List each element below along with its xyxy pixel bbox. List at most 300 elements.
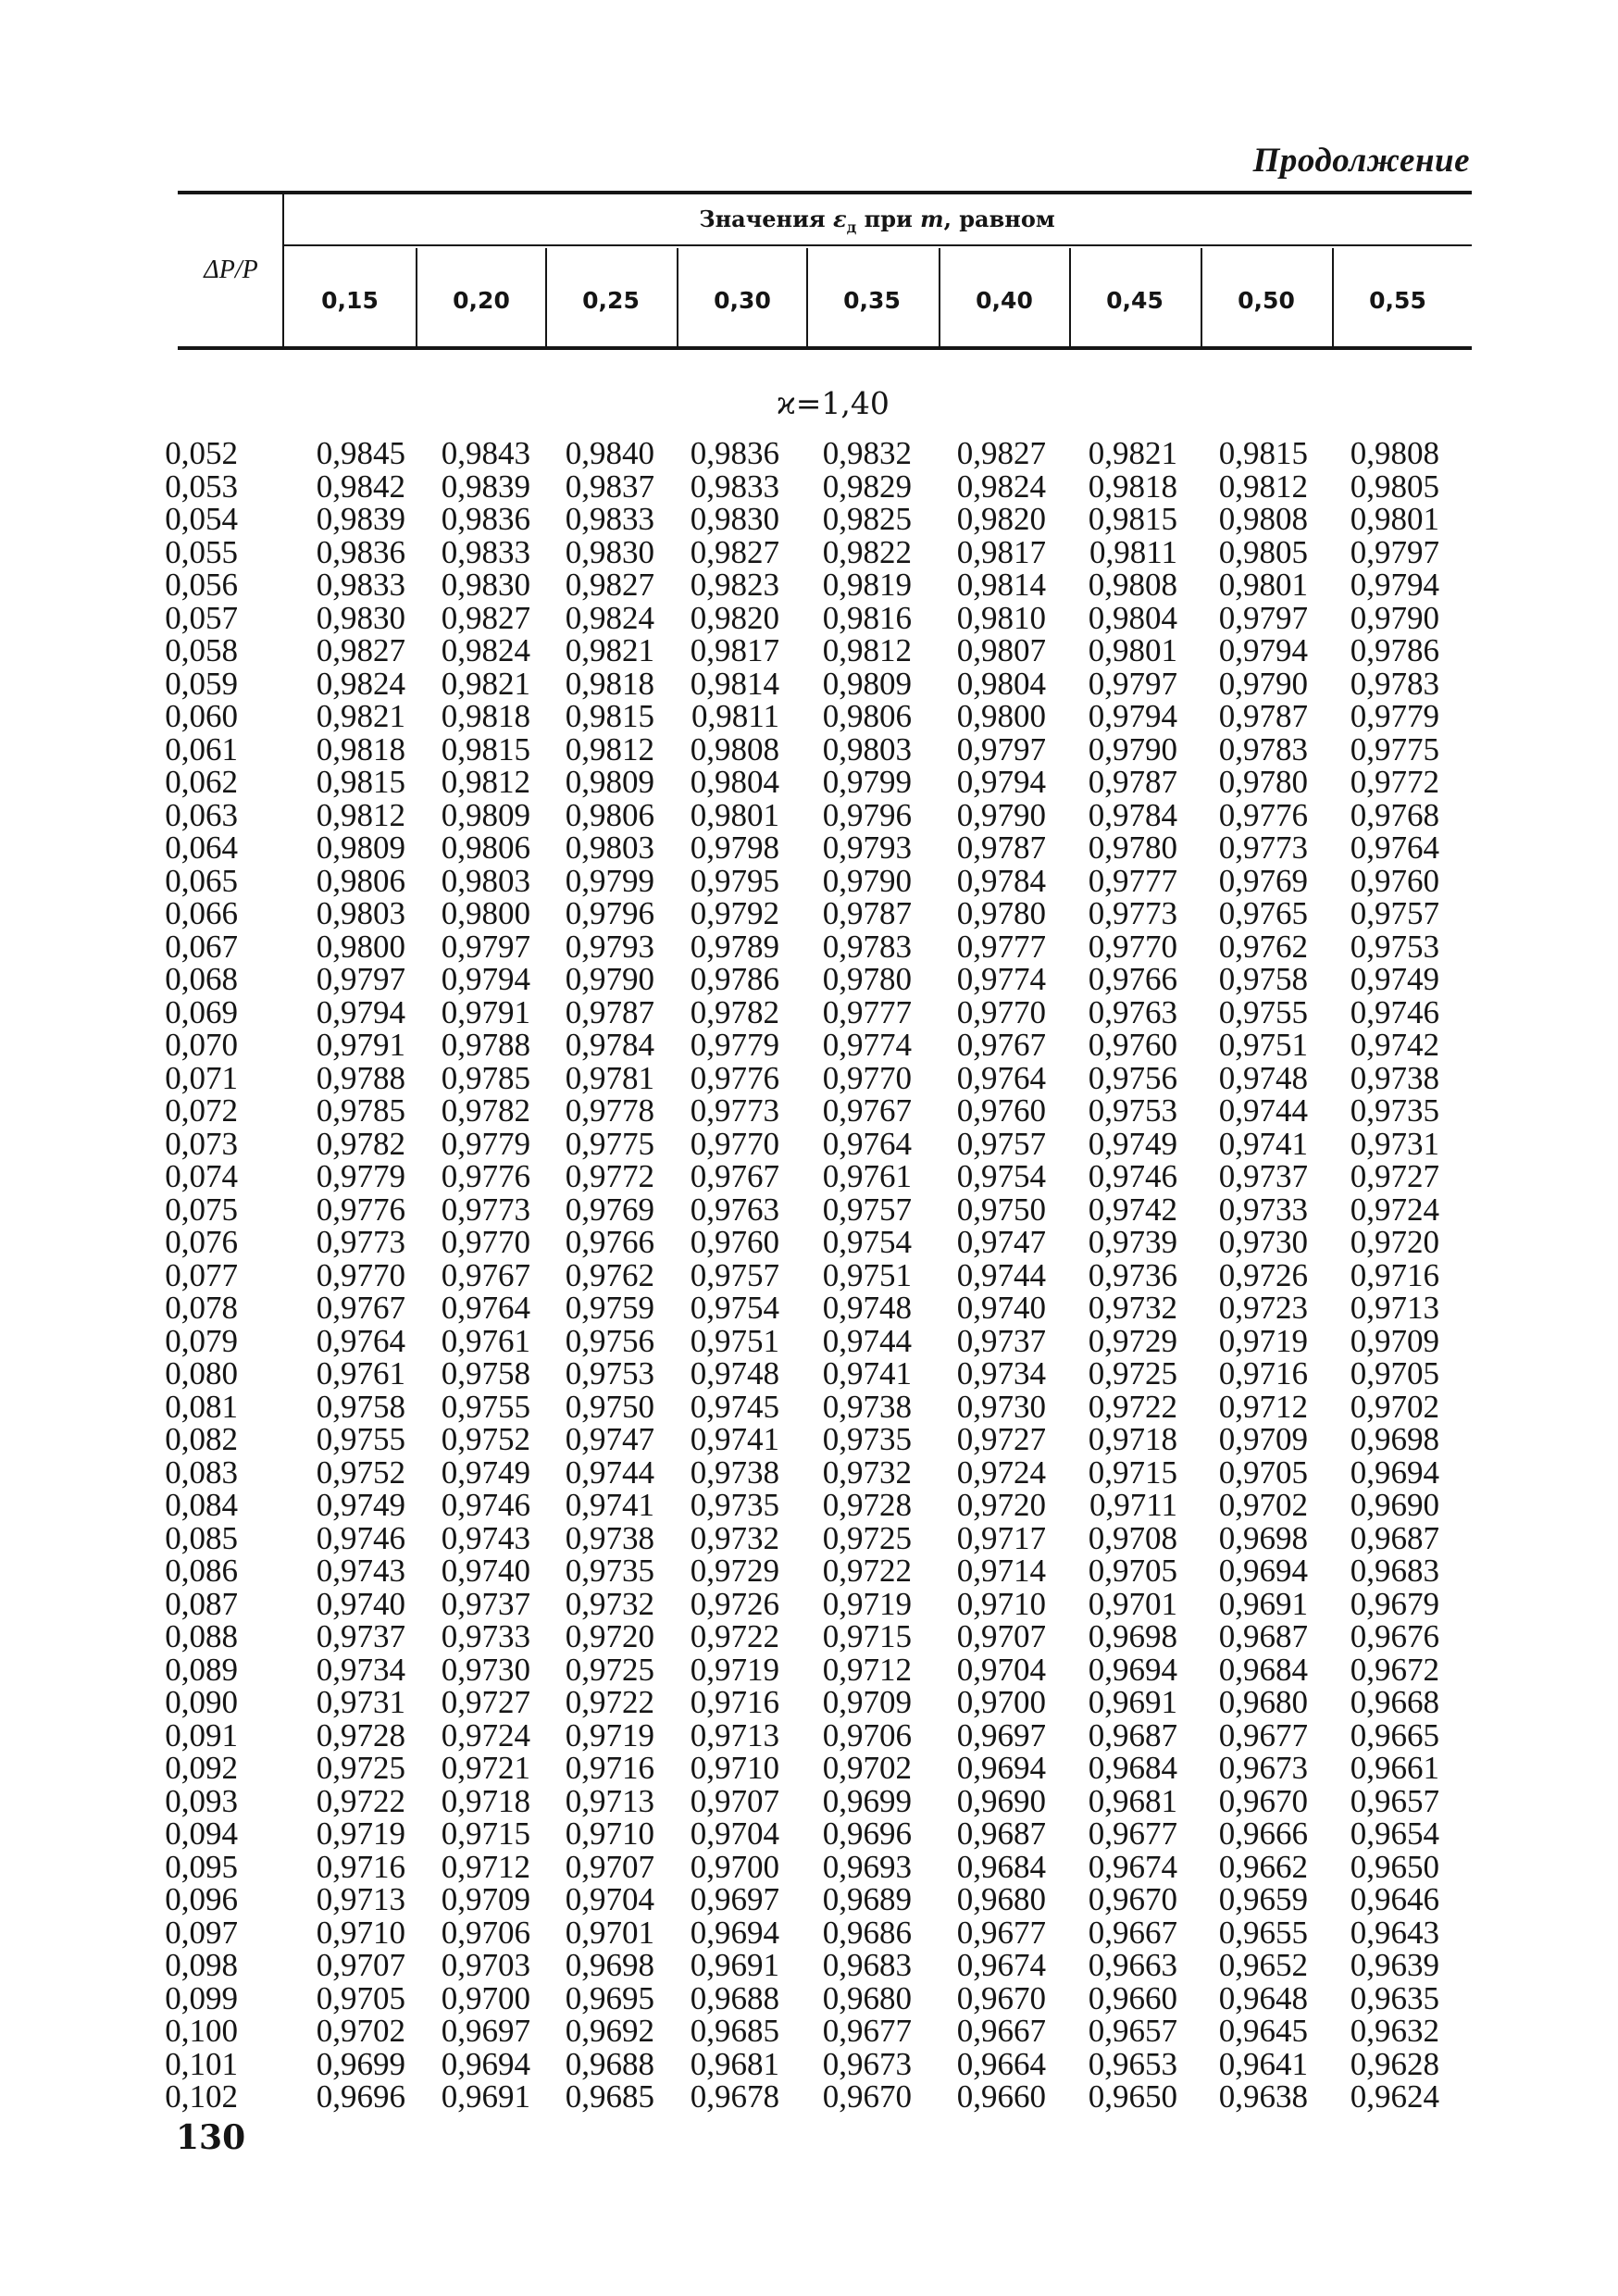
delta-p-value: 0,071 — [165, 1059, 238, 1096]
epsilon-value: 0,9757 — [822, 1191, 912, 1228]
group-title-middle: при — [864, 206, 913, 232]
delta-p-value: 0,083 — [165, 1454, 238, 1491]
epsilon-value: 0,9839 — [316, 501, 405, 537]
epsilon-value: 0,9713 — [690, 1716, 779, 1753]
epsilon-value: 0,9674 — [956, 1947, 1046, 1983]
epsilon-value: 0,9774 — [822, 1027, 912, 1063]
epsilon-value: 0,9794 — [1088, 698, 1177, 734]
epsilon-value: 0,9654 — [1350, 1816, 1439, 1852]
delta-p-value: 0,086 — [165, 1553, 238, 1589]
delta-p-value: 0,065 — [165, 862, 238, 899]
delta-p-value: 0,070 — [165, 1027, 238, 1063]
epsilon-value: 0,9749 — [441, 1454, 530, 1491]
epsilon-value: 0,9699 — [316, 2045, 405, 2082]
epsilon-value: 0,9793 — [565, 928, 654, 965]
table-row — [0, 1816, 1618, 1852]
epsilon-value: 0,9824 — [565, 599, 654, 636]
top-rule — [178, 191, 1472, 194]
epsilon-value: 0,9760 — [1088, 1027, 1177, 1063]
table-row — [0, 1980, 1618, 2014]
epsilon-value: 0,9824 — [956, 468, 1046, 505]
epsilon-value: 0,9800 — [316, 928, 405, 965]
epsilon-value: 0,9746 — [1088, 1158, 1177, 1194]
epsilon-value: 0,9683 — [1350, 1553, 1439, 1589]
table-row — [0, 2045, 1618, 2082]
epsilon-value: 0,9794 — [956, 764, 1046, 800]
epsilon-value: 0,9815 — [441, 730, 530, 767]
epsilon-value: 0,9797 — [1088, 665, 1177, 702]
epsilon-value: 0,9711 — [1089, 1487, 1177, 1523]
epsilon-value: 0,9646 — [1350, 1881, 1439, 1917]
epsilon-value: 0,9780 — [1088, 830, 1177, 866]
epsilon-value: 0,9670 — [1218, 1782, 1308, 1819]
epsilon-value: 0,9687 — [956, 1816, 1046, 1852]
epsilon-value: 0,9744 — [565, 1454, 654, 1491]
epsilon-value: 0,9719 — [316, 1816, 405, 1852]
epsilon-value: 0,9773 — [690, 1092, 779, 1129]
epsilon-value: 0,9780 — [822, 961, 912, 997]
epsilon-value: 0,9775 — [565, 1125, 654, 1162]
delta-p-value: 0,054 — [165, 501, 238, 537]
epsilon-value: 0,9731 — [316, 1684, 405, 1720]
epsilon-value: 0,9805 — [1218, 533, 1308, 570]
epsilon-value: 0,9710 — [316, 1914, 405, 1951]
table-row — [0, 731, 1618, 765]
epsilon-value: 0,9832 — [822, 435, 912, 471]
epsilon-value: 0,9785 — [441, 1059, 530, 1096]
epsilon-value: 0,9833 — [316, 567, 405, 603]
epsilon-value: 0,9827 — [316, 632, 405, 668]
epsilon-value: 0,9687 — [1350, 1519, 1439, 1556]
column-divider — [806, 248, 808, 348]
table-row — [0, 928, 1618, 965]
epsilon-value: 0,9744 — [1218, 1092, 1308, 1129]
epsilon-value: 0,9800 — [956, 698, 1046, 734]
group-title-prefix: Значения — [699, 206, 826, 232]
epsilon-value: 0,9665 — [1350, 1716, 1439, 1753]
epsilon-value: 0,9808 — [1088, 567, 1177, 603]
epsilon-value: 0,9818 — [1088, 468, 1177, 505]
epsilon-value: 0,9809 — [565, 764, 654, 800]
delta-p-value: 0,079 — [165, 1322, 238, 1359]
group-title-suffix: , равном — [943, 206, 1055, 232]
epsilon-value: 0,9704 — [956, 1651, 1046, 1688]
epsilon-value: 0,9822 — [822, 533, 912, 570]
delta-p-value: 0,082 — [165, 1421, 238, 1457]
epsilon-value: 0,9767 — [822, 1092, 912, 1129]
delta-p-value: 0,069 — [165, 993, 238, 1030]
epsilon-value: 0,9840 — [565, 435, 654, 471]
m-value-header: 0,20 — [453, 287, 510, 314]
epsilon-value: 0,9819 — [822, 567, 912, 603]
epsilon-value: 0,9624 — [1350, 2078, 1439, 2115]
epsilon-value: 0,9815 — [565, 698, 654, 734]
table-row — [0, 534, 1618, 568]
epsilon-value: 0,9737 — [441, 1585, 530, 1622]
epsilon-value: 0,9753 — [1088, 1092, 1177, 1129]
epsilon-value: 0,9643 — [1350, 1914, 1439, 1951]
epsilon-value: 0,9764 — [316, 1322, 405, 1359]
epsilon-value: 0,9808 — [1350, 435, 1439, 471]
epsilon-value: 0,9657 — [1350, 1782, 1439, 1819]
epsilon-value: 0,9787 — [822, 895, 912, 931]
m-value-header: 0,25 — [582, 287, 640, 314]
epsilon-value: 0,9836 — [441, 501, 530, 537]
epsilon-value: 0,9738 — [1350, 1059, 1439, 1096]
delta-p-value: 0,060 — [165, 698, 238, 734]
epsilon-value: 0,9740 — [316, 1585, 405, 1622]
m-value-header: 0,30 — [714, 287, 771, 314]
epsilon-value: 0,9724 — [956, 1454, 1046, 1491]
epsilon-value: 0,9757 — [956, 1125, 1046, 1162]
epsilon-value: 0,9759 — [565, 1290, 654, 1326]
epsilon-value: 0,9830 — [441, 567, 530, 603]
epsilon-value: 0,9733 — [1218, 1191, 1308, 1228]
epsilon-value: 0,9703 — [441, 1947, 530, 1983]
epsilon-value: 0,9754 — [690, 1290, 779, 1326]
epsilon-value: 0,9779 — [690, 1027, 779, 1063]
epsilon-value: 0,9768 — [1350, 796, 1439, 833]
epsilon-value: 0,9732 — [822, 1454, 912, 1491]
delta-p-value: 0,064 — [165, 830, 238, 866]
column-divider — [416, 248, 417, 348]
continued-label: Продолжение — [1252, 142, 1470, 180]
epsilon-value: 0,9775 — [1350, 730, 1439, 767]
epsilon-value: 0,9746 — [441, 1487, 530, 1523]
epsilon-value: 0,9818 — [441, 698, 530, 734]
epsilon-value: 0,9824 — [441, 632, 530, 668]
epsilon-value: 0,9725 — [822, 1519, 912, 1556]
epsilon-value: 0,9693 — [822, 1848, 912, 1885]
epsilon-value: 0,9707 — [956, 1618, 1046, 1654]
epsilon-value: 0,9797 — [1350, 533, 1439, 570]
epsilon-value: 0,9718 — [1088, 1421, 1177, 1457]
epsilon-value: 0,9772 — [1350, 764, 1439, 800]
delta-p-value: 0,101 — [165, 2045, 238, 2082]
epsilon-value: 0,9769 — [565, 1191, 654, 1228]
epsilon-value: 0,9796 — [565, 895, 654, 931]
table-row — [0, 1224, 1618, 1260]
epsilon-value: 0,9786 — [690, 961, 779, 997]
epsilon-value: 0,9817 — [956, 533, 1046, 570]
epsilon-value: 0,9697 — [956, 1716, 1046, 1753]
epsilon-value: 0,9677 — [956, 1914, 1046, 1951]
epsilon-value: 0,9836 — [316, 533, 405, 570]
epsilon-value: 0,9670 — [822, 2078, 912, 2115]
epsilon-value: 0,9820 — [956, 501, 1046, 537]
epsilon-value: 0,9740 — [441, 1553, 530, 1589]
group-underline — [284, 244, 1472, 246]
epsilon-value: 0,9833 — [441, 533, 530, 570]
epsilon-value: 0,9773 — [1218, 830, 1308, 866]
epsilon-value: 0,9747 — [956, 1224, 1046, 1260]
epsilon-value: 0,9635 — [1350, 1979, 1439, 2016]
epsilon-value: 0,9787 — [1088, 764, 1177, 800]
epsilon-value: 0,9740 — [956, 1290, 1046, 1326]
delta-p-value: 0,102 — [165, 2078, 238, 2115]
epsilon-value: 0,9725 — [316, 1750, 405, 1786]
epsilon-value: 0,9653 — [1088, 2045, 1177, 2082]
table-row — [0, 501, 1618, 537]
epsilon-value: 0,9797 — [441, 928, 530, 965]
epsilon-value: 0,9783 — [1218, 730, 1308, 767]
epsilon-value: 0,9764 — [822, 1125, 912, 1162]
epsilon-value: 0,9784 — [565, 1027, 654, 1063]
epsilon-value: 0,9734 — [956, 1355, 1046, 1391]
table-row — [0, 764, 1618, 800]
m-value-header: 0,35 — [843, 287, 901, 314]
epsilon-value: 0,9628 — [1350, 2045, 1439, 2082]
epsilon-value: 0,9809 — [316, 830, 405, 866]
epsilon-value: 0,9743 — [316, 1553, 405, 1589]
delta-p-value: 0,058 — [165, 632, 238, 668]
epsilon-value: 0,9705 — [1218, 1454, 1308, 1491]
epsilon-value: 0,9784 — [1088, 796, 1177, 833]
epsilon-value: 0,9670 — [956, 1979, 1046, 2016]
epsilon-value: 0,9690 — [956, 1782, 1046, 1819]
epsilon-value: 0,9741 — [565, 1487, 654, 1523]
delta-p-value: 0,059 — [165, 665, 238, 702]
epsilon-value: 0,9799 — [822, 764, 912, 800]
epsilon-value: 0,9827 — [690, 533, 779, 570]
epsilon-value: 0,9748 — [690, 1355, 779, 1391]
epsilon-value: 0,9815 — [1088, 501, 1177, 537]
epsilon-value: 0,9812 — [822, 632, 912, 668]
epsilon-value: 0,9722 — [316, 1782, 405, 1819]
epsilon-value: 0,9806 — [441, 830, 530, 866]
epsilon-value: 0,9788 — [316, 1059, 405, 1096]
epsilon-value: 0,9699 — [822, 1782, 912, 1819]
epsilon-value: 0,9742 — [1088, 1191, 1177, 1228]
epsilon-value: 0,9769 — [1218, 862, 1308, 899]
epsilon-value: 0,9811 — [691, 698, 779, 734]
epsilon-value: 0,9650 — [1088, 2078, 1177, 2115]
epsilon-value: 0,9735 — [565, 1553, 654, 1589]
epsilon-value: 0,9794 — [316, 993, 405, 1030]
epsilon-value: 0,9753 — [1350, 928, 1439, 965]
epsilon-value: 0,9716 — [316, 1848, 405, 1885]
epsilon-value: 0,9764 — [441, 1290, 530, 1326]
epsilon-value: 0,9797 — [1218, 599, 1308, 636]
table-row — [0, 1257, 1618, 1291]
delta-p-value: 0,095 — [165, 1848, 238, 1885]
epsilon-value: 0,9830 — [565, 533, 654, 570]
epsilon-value: 0,9801 — [1350, 501, 1439, 537]
epsilon-value: 0,9777 — [1088, 862, 1177, 899]
delta-p-value: 0,087 — [165, 1585, 238, 1622]
table-row — [0, 1092, 1618, 1129]
epsilon-value: 0,9705 — [1350, 1355, 1439, 1391]
epsilon-value: 0,9691 — [690, 1947, 779, 1983]
epsilon-value: 0,9698 — [1088, 1618, 1177, 1654]
table-row — [0, 1421, 1618, 1457]
epsilon-value: 0,9790 — [1350, 599, 1439, 636]
epsilon-value: 0,9808 — [1218, 501, 1308, 537]
epsilon-value: 0,9719 — [690, 1651, 779, 1688]
epsilon-value: 0,9761 — [316, 1355, 405, 1391]
epsilon-value: 0,9767 — [956, 1027, 1046, 1063]
epsilon-value: 0,9680 — [822, 1979, 912, 2016]
epsilon-value: 0,9694 — [1088, 1651, 1177, 1688]
epsilon-value: 0,9758 — [441, 1355, 530, 1391]
epsilon-value: 0,9798 — [690, 830, 779, 866]
epsilon-value: 0,9738 — [822, 1388, 912, 1425]
epsilon-value: 0,9746 — [316, 1519, 405, 1556]
epsilon-value: 0,9763 — [1088, 993, 1177, 1030]
table-row — [0, 1881, 1618, 1915]
table-row — [0, 1487, 1618, 1523]
epsilon-value: 0,9702 — [1218, 1487, 1308, 1523]
epsilon-value: 0,9816 — [822, 599, 912, 636]
epsilon-value: 0,9748 — [822, 1290, 912, 1326]
epsilon-value: 0,9655 — [1218, 1914, 1308, 1951]
table-row — [0, 1027, 1618, 1063]
m-value-header: 0,40 — [976, 287, 1033, 314]
group-symbol: ε — [833, 206, 847, 232]
epsilon-value: 0,9746 — [1350, 993, 1439, 1030]
table-row — [0, 435, 1618, 471]
epsilon-value: 0,9806 — [822, 698, 912, 734]
epsilon-value: 0,9753 — [565, 1355, 654, 1391]
epsilon-value: 0,9790 — [1088, 730, 1177, 767]
epsilon-value: 0,9778 — [565, 1092, 654, 1129]
epsilon-value: 0,9694 — [1350, 1454, 1439, 1491]
table-row — [0, 1290, 1618, 1326]
m-value-header: 0,55 — [1369, 287, 1426, 314]
delta-p-value: 0,061 — [165, 730, 238, 767]
epsilon-value: 0,9742 — [1350, 1027, 1439, 1063]
epsilon-value: 0,9706 — [441, 1914, 530, 1951]
epsilon-value: 0,9744 — [956, 1256, 1046, 1293]
epsilon-value: 0,9788 — [441, 1027, 530, 1063]
epsilon-value: 0,9821 — [441, 665, 530, 702]
epsilon-value: 0,9727 — [956, 1421, 1046, 1457]
epsilon-value: 0,9752 — [441, 1421, 530, 1457]
table-row — [0, 1782, 1618, 1819]
epsilon-value: 0,9747 — [565, 1421, 654, 1457]
epsilon-value: 0,9729 — [1088, 1322, 1177, 1359]
delta-p-value: 0,084 — [165, 1487, 238, 1523]
epsilon-value: 0,9722 — [822, 1553, 912, 1589]
epsilon-value: 0,9710 — [956, 1585, 1046, 1622]
epsilon-value: 0,9823 — [690, 567, 779, 603]
epsilon-value: 0,9754 — [822, 1224, 912, 1260]
epsilon-value: 0,9791 — [441, 993, 530, 1030]
epsilon-value: 0,9659 — [1218, 1881, 1308, 1917]
epsilon-value: 0,9820 — [690, 599, 779, 636]
epsilon-value: 0,9713 — [1350, 1290, 1439, 1326]
epsilon-value: 0,9758 — [1218, 961, 1308, 997]
epsilon-value: 0,9801 — [690, 796, 779, 833]
table-row — [0, 1947, 1618, 1983]
epsilon-value: 0,9715 — [822, 1618, 912, 1654]
epsilon-value: 0,9668 — [1350, 1684, 1439, 1720]
epsilon-value: 0,9779 — [441, 1125, 530, 1162]
epsilon-value: 0,9734 — [316, 1651, 405, 1688]
epsilon-value: 0,9773 — [1088, 895, 1177, 931]
epsilon-value: 0,9794 — [441, 961, 530, 997]
delta-p-value: 0,077 — [165, 1256, 238, 1293]
table-row — [0, 1585, 1618, 1622]
epsilon-value: 0,9824 — [316, 665, 405, 702]
epsilon-value: 0,9641 — [1218, 2045, 1308, 2082]
epsilon-value: 0,9767 — [441, 1256, 530, 1293]
epsilon-value: 0,9687 — [1088, 1716, 1177, 1753]
epsilon-value: 0,9707 — [565, 1848, 654, 1885]
column-divider — [545, 248, 547, 348]
epsilon-value: 0,9716 — [690, 1684, 779, 1720]
epsilon-value: 0,9639 — [1350, 1947, 1439, 1983]
epsilon-value: 0,9767 — [690, 1158, 779, 1194]
epsilon-value: 0,9726 — [690, 1585, 779, 1622]
epsilon-value: 0,9776 — [1218, 796, 1308, 833]
delta-p-value: 0,092 — [165, 1750, 238, 1786]
epsilon-value: 0,9728 — [822, 1487, 912, 1523]
table-row — [0, 468, 1618, 505]
epsilon-value: 0,9694 — [1218, 1553, 1308, 1589]
epsilon-value: 0,9680 — [1218, 1684, 1308, 1720]
table-row — [0, 994, 1618, 1028]
epsilon-value: 0,9709 — [441, 1881, 530, 1917]
column-divider — [1201, 248, 1202, 348]
table-row — [0, 895, 1618, 929]
epsilon-value: 0,9709 — [1218, 1421, 1308, 1457]
epsilon-value: 0,9790 — [1218, 665, 1308, 702]
table-row — [0, 1520, 1618, 1554]
epsilon-value: 0,9677 — [1218, 1716, 1308, 1753]
epsilon-value: 0,9705 — [316, 1979, 405, 2016]
bottom-header-rule — [178, 346, 1472, 350]
table-row — [0, 830, 1618, 866]
epsilon-value: 0,9645 — [1218, 2013, 1308, 2049]
epsilon-value: 0,9833 — [690, 468, 779, 505]
epsilon-value: 0,9777 — [822, 993, 912, 1030]
epsilon-value: 0,9730 — [1218, 1224, 1308, 1260]
epsilon-value: 0,9839 — [441, 468, 530, 505]
epsilon-value: 0,9770 — [316, 1256, 405, 1293]
epsilon-value: 0,9760 — [956, 1092, 1046, 1129]
group-param: m — [920, 206, 944, 232]
epsilon-value: 0,9704 — [690, 1816, 779, 1852]
epsilon-value: 0,9751 — [690, 1322, 779, 1359]
table-row — [0, 1848, 1618, 1885]
epsilon-value: 0,9684 — [1088, 1750, 1177, 1786]
epsilon-value: 0,9702 — [316, 2013, 405, 2049]
epsilon-value: 0,9804 — [956, 665, 1046, 702]
epsilon-value: 0,9770 — [1088, 928, 1177, 965]
epsilon-value: 0,9751 — [1218, 1027, 1308, 1063]
table-row — [0, 1059, 1618, 1096]
delta-p-value: 0,100 — [165, 2013, 238, 2049]
epsilon-value: 0,9782 — [316, 1125, 405, 1162]
epsilon-value: 0,9677 — [822, 2013, 912, 2049]
epsilon-value: 0,9741 — [690, 1421, 779, 1457]
epsilon-value: 0,9760 — [690, 1224, 779, 1260]
delta-p-value: 0,085 — [165, 1519, 238, 1556]
epsilon-value: 0,9730 — [956, 1388, 1046, 1425]
epsilon-value: 0,9779 — [1350, 698, 1439, 734]
epsilon-value: 0,9774 — [956, 961, 1046, 997]
table-row — [0, 567, 1618, 603]
table-row — [0, 2013, 1618, 2049]
epsilon-value: 0,9719 — [822, 1585, 912, 1622]
epsilon-value: 0,9722 — [565, 1684, 654, 1720]
epsilon-value: 0,9755 — [1218, 993, 1308, 1030]
epsilon-value: 0,9773 — [316, 1224, 405, 1260]
delta-p-value: 0,076 — [165, 1224, 238, 1260]
epsilon-value: 0,9812 — [441, 764, 530, 800]
epsilon-value: 0,9719 — [1218, 1322, 1308, 1359]
